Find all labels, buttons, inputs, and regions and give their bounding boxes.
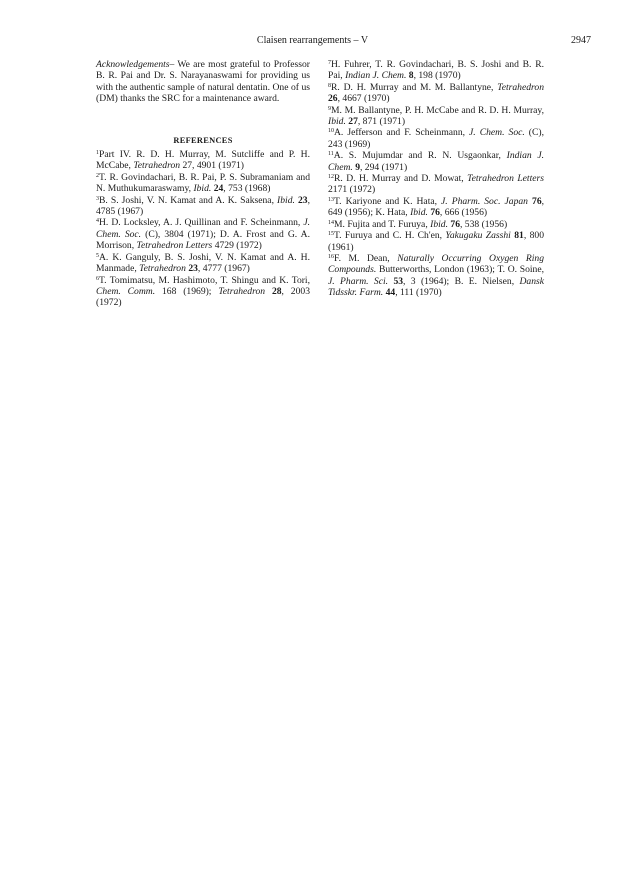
reference-text-part: Tetrahedron: [139, 263, 186, 275]
reference-number: 3: [96, 195, 99, 202]
reference-text-part: T. Tomimatsu, M. Hashimoto, T. Shingu and K. Tori,: [99, 274, 310, 286]
reference-text-part: Chem. Comm.: [96, 285, 156, 297]
reference-text-part: , 871 (1971): [357, 116, 406, 128]
acknowledgements-text: – We are most grateful to Professor B. R. Pai and Dr. S. Narayanaswami for providing us with the authentic sample of natural dentatin. One of us (DM) thanks the SRC for a maintenance award.: [96, 59, 310, 105]
reference-item: [96, 195, 310, 218]
reference-list-left: [96, 149, 310, 309]
running-header: [0, 35, 625, 49]
reference-text-part: R. D. H. Murray and D. Mowat,: [334, 173, 468, 185]
reference-number: 11: [328, 151, 334, 158]
reference-item: [328, 59, 544, 82]
reference-text-part: 76: [532, 195, 542, 207]
reference-text-part: Yakugaku Zasshi: [445, 230, 511, 242]
reference-text-part: 27, 4901 (1971): [180, 160, 244, 172]
reference-number: 12: [328, 174, 334, 181]
reference-text-part: Ibid.: [193, 183, 212, 195]
reference-text-part: 8: [408, 70, 414, 82]
reference-text-part: , 111 (1970): [395, 287, 442, 299]
reference-text-part: 4729 (1972): [212, 240, 262, 252]
reference-text-part: J. Chem. Soc.: [96, 217, 310, 240]
reference-number: 13: [328, 196, 334, 203]
reference-number: 16: [328, 253, 334, 260]
reference-text-part: J. Chem. Soc.: [469, 127, 525, 139]
reference-text-part: Tetrahedron: [133, 160, 181, 172]
page-number: 2947: [571, 35, 591, 46]
reference-item: [328, 196, 544, 219]
reference-item: [328, 219, 544, 230]
reference-text-part: 9: [355, 161, 360, 173]
reference-text-part: J. Pharm. Sci.: [328, 275, 389, 287]
reference-text-part: Tetrahedron: [218, 285, 266, 297]
reference-item: [328, 127, 544, 150]
reference-text-part: Ibid.: [277, 194, 295, 206]
reference-text-part: (C), 3804 (1971); D. A. Frost and G. A. Morrison,: [96, 228, 311, 252]
reference-item: [328, 105, 544, 128]
reference-number: 1: [96, 150, 99, 157]
reference-text-part: T. Furuya and C. H. Ch'en,: [334, 230, 446, 242]
reference-text-part: R. D. H. Murray and M. M. Ballantyne,: [331, 81, 498, 93]
reference-text-part: A. K. Ganguly, B. S. Joshi, V. N. Kamat and A. H. Manmade,: [96, 251, 310, 275]
reference-list-right: [328, 59, 544, 299]
reference-number: 8: [328, 82, 331, 89]
reference-text-part: , 4667 (1970): [337, 93, 390, 105]
reference-text-part: 81: [514, 230, 524, 242]
reference-text-part: , 4785 (1967): [96, 194, 310, 218]
reference-text-part: Ibid.: [430, 218, 448, 230]
reference-item: [328, 150, 544, 173]
reference-item: [96, 275, 310, 309]
reference-text-part: Tetrahedron Letters: [136, 240, 213, 252]
reference-text-part: (C), 243 (1969): [328, 127, 544, 150]
reference-item: [328, 230, 544, 253]
reference-text-part: Part IV. R. D. H. Murray, M. Sutcliffe and P. H. McCabe,: [96, 149, 310, 172]
reference-text-part: , 666 (1956): [439, 207, 488, 219]
reference-text-part: Indian J. Chem.: [328, 150, 545, 173]
reference-text-part: [265, 286, 272, 297]
reference-text-part: , 800 (1961): [328, 230, 544, 253]
reference-text-part: , 4777 (1967): [197, 263, 250, 275]
reference-text-part: Indian J. Chem.: [345, 70, 407, 82]
reference-text-part: 23: [188, 263, 198, 275]
reference-text-part: T. R. Govindachari, B. R. Pai, P. S. Subramaniam and N. Muthukumaraswamy,: [96, 171, 310, 195]
reference-text-part: Ibid.: [410, 207, 428, 219]
reference-text-part: H. Fuhrer, T. R. Govindachari, B. S. Joshi and B. R. Pai,: [328, 59, 544, 82]
reference-text-part: A. S. Mujumdar and R. N. Usgaonkar,: [333, 150, 507, 162]
reference-text-part: , 3 (1964); B. E. Nielsen,: [403, 275, 520, 287]
reference-text-part: Butterworths, London (1963); T. O. Soine,: [376, 264, 544, 276]
reference-item: [328, 253, 544, 299]
reference-item: [96, 149, 310, 172]
reference-item: [96, 252, 310, 275]
reference-text-part: J. Pharm. Soc. Japan: [441, 195, 528, 207]
reference-number: 7: [328, 60, 331, 66]
reference-text-part: Ibid.: [328, 116, 346, 128]
reference-text-part: 28: [271, 285, 282, 297]
left-column: [96, 59, 310, 309]
reference-text-part: 168 (1969);: [155, 285, 219, 297]
reference-text-part: 24: [213, 183, 224, 195]
reference-text-part: 26: [328, 93, 338, 105]
reference-text-part: F. M. Dean,: [334, 252, 398, 264]
reference-number: 6: [96, 275, 99, 282]
reference-text-part: 76: [430, 207, 440, 219]
reference-number: 15: [328, 231, 334, 238]
reference-text-part: , 2003 (1972): [96, 285, 310, 309]
acknowledgements-heading: Acknowledgements: [96, 59, 170, 70]
reference-text-part: , 198 (1970): [413, 70, 461, 82]
reference-text-part: 53: [393, 275, 404, 287]
references-heading: REFERENCES: [173, 135, 233, 145]
reference-item: [328, 82, 544, 105]
reference-text-part: Tetrahedron: [497, 81, 544, 93]
running-title: Claisen rearrangements – V: [256, 35, 369, 46]
reference-text-part: 76: [450, 218, 460, 230]
reference-text-part: M. Fujita and T. Furuya,: [334, 218, 431, 230]
reference-text-part: 44: [385, 287, 396, 299]
reference-number: 4: [96, 218, 99, 225]
reference-item: [96, 217, 310, 251]
reference-number: 10: [328, 128, 334, 135]
reference-text-part: , 649 (1956); K. Hata,: [328, 195, 545, 219]
reference-text-part: T. Kariyone and K. Hata,: [334, 195, 442, 207]
acknowledgements-paragraph: [96, 59, 310, 105]
reference-text-part: 27: [348, 116, 358, 128]
right-column: [328, 59, 544, 299]
reference-text-part: , 753 (1968): [223, 183, 271, 195]
reference-text-part: A. Jefferson and F. Scheinmann,: [334, 127, 470, 139]
reference-text-part: H. D. Locksley, A. J. Quillinan and F. Scheinmann,: [99, 217, 304, 229]
reference-number: 14: [328, 219, 334, 226]
reference-text-part: 2171 (1972): [328, 184, 376, 196]
reference-number: 9: [328, 105, 331, 112]
reference-text-part: B. S. Joshi, V. N. Kamat and A. K. Saksena,: [99, 194, 278, 206]
reference-text-part: , 294 (1971): [359, 161, 408, 173]
reference-number: 2: [96, 172, 99, 179]
reference-text-part: Dansk Tidsskr. Farm.: [328, 275, 545, 299]
reference-text-part: 23: [297, 194, 308, 206]
reference-text-part: M. M. Ballantyne, P. H. McCabe and R. D. H. Murray,: [331, 104, 544, 116]
reference-number: 5: [96, 252, 99, 259]
reference-item: [96, 172, 310, 195]
reference-text-part: Naturally Occurring Oxygen Ring Compounds.: [328, 252, 544, 276]
reference-text-part: , 538 (1956): [459, 218, 508, 230]
reference-text-part: Tetrahedron Letters: [467, 173, 544, 185]
reference-item: [328, 173, 544, 196]
